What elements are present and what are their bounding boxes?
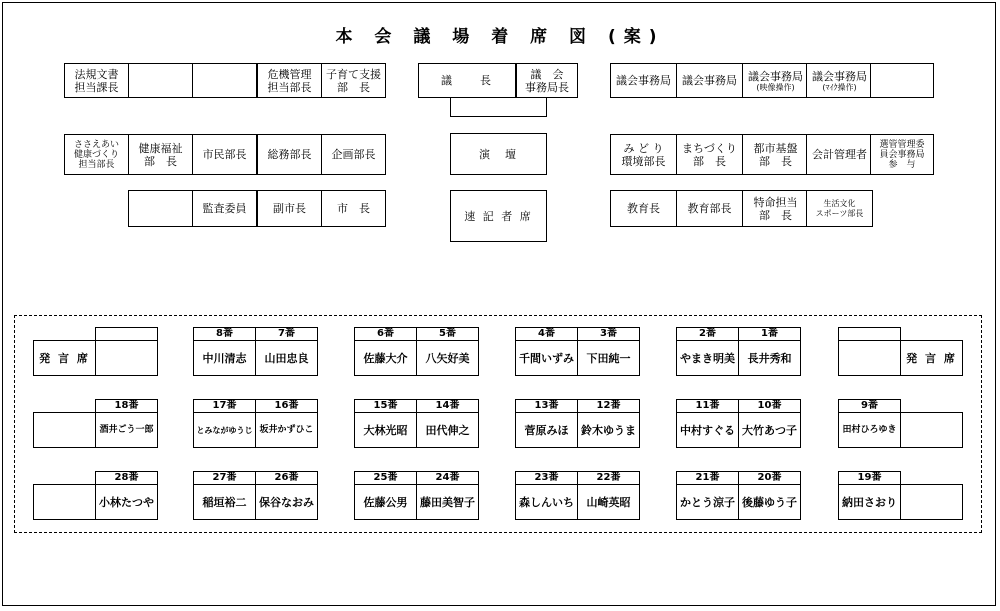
speaker-seat: 発 言 席 <box>33 340 96 376</box>
official-seat: 副市長 <box>257 190 322 227</box>
member-seat: 稲垣裕二 <box>193 484 256 520</box>
seat-number: 2番 <box>676 327 739 341</box>
official-seat: 企画部長 <box>321 134 386 175</box>
member-seat <box>900 412 963 448</box>
member-seat: 下田純一 <box>577 340 640 376</box>
official-seat <box>192 63 257 98</box>
seat-number: 8番 <box>193 327 256 341</box>
seat-number: 10番 <box>738 399 801 413</box>
official-seat: 都市基盤 部 長 <box>742 134 809 175</box>
seat-number: 19番 <box>838 471 901 485</box>
seat-number <box>838 327 901 341</box>
seat-number: 1番 <box>738 327 801 341</box>
member-seat: 大林光昭 <box>354 412 417 448</box>
seat-number: 15番 <box>354 399 417 413</box>
seat-number: 11番 <box>676 399 739 413</box>
secretary-seat: 議 会 事務局長 <box>516 63 578 98</box>
official-seat: 特命担当 部 長 <box>742 190 809 227</box>
staff-seat <box>676 63 743 98</box>
member-seat: 鈴木ゆうま <box>577 412 640 448</box>
official-seat: 教育部長 <box>676 190 743 227</box>
member-seat <box>95 340 158 376</box>
seat-number: 12番 <box>577 399 640 413</box>
official-seat: 総務部長 <box>257 134 322 175</box>
official-seat: 市 長 <box>321 190 386 227</box>
seat-number: 22番 <box>577 471 640 485</box>
member-seat: 佐藤公男 <box>354 484 417 520</box>
staff-seat <box>742 63 809 98</box>
official-seat: 危機管理 担当部長 <box>257 63 322 98</box>
member-seat: 山崎英昭 <box>577 484 640 520</box>
staff-seat <box>806 63 873 98</box>
seat-number: 4番 <box>515 327 578 341</box>
member-seat <box>33 412 96 448</box>
staff-seat-label: 議会事務局 <box>616 74 671 87</box>
member-seat: 保谷なおみ <box>255 484 318 520</box>
staff-seat-sub: (映像操作) <box>756 82 795 92</box>
seat-number: 14番 <box>416 399 479 413</box>
member-seat: 中村すぐる <box>676 412 739 448</box>
seat-number: 5番 <box>416 327 479 341</box>
seat-number: 20番 <box>738 471 801 485</box>
official-seat: 監査委員 <box>192 190 257 227</box>
member-seat: 納田さおり <box>838 484 901 520</box>
staff-seat <box>870 63 934 98</box>
official-seat: 健康福祉 部 長 <box>128 134 193 175</box>
member-seat: 菅原みほ <box>515 412 578 448</box>
seat-number: 6番 <box>354 327 417 341</box>
member-seat: 八矢好美 <box>416 340 479 376</box>
official-seat: ささえあい 健康づくり 担当部長 <box>64 134 129 175</box>
staff-seat-label: 議会事務局 <box>748 69 803 83</box>
member-seat: 小林たつや <box>95 484 158 520</box>
seat-number: 26番 <box>255 471 318 485</box>
member-seat: 中川清志 <box>193 340 256 376</box>
seat-number: 3番 <box>577 327 640 341</box>
podium: 演 壇 <box>450 133 547 175</box>
official-seat: 市民部長 <box>192 134 257 175</box>
member-seat: 大竹あつ子 <box>738 412 801 448</box>
member-seat: 藤田美智子 <box>416 484 479 520</box>
seat-number: 16番 <box>255 399 318 413</box>
member-seat: 山田忠良 <box>255 340 318 376</box>
seat-number: 13番 <box>515 399 578 413</box>
staff-seat-label: 議会事務局 <box>812 69 867 83</box>
member-seating-area <box>14 315 982 533</box>
official-seat: 法規文書 担当課長 <box>64 63 129 98</box>
official-seat: 選管管理委 員会事務局 参 与 <box>870 134 934 175</box>
stenographer-seat: 速 記 者 席 <box>450 190 547 242</box>
official-seat: 教育長 <box>610 190 677 227</box>
official-seat: まちづくり 部 長 <box>676 134 743 175</box>
seat-number: 28番 <box>95 471 158 485</box>
member-seat <box>33 484 96 520</box>
page-title: 本 会 議 場 着 席 図 (案) <box>335 27 665 47</box>
member-seat <box>838 340 901 376</box>
member-seat: 佐藤大介 <box>354 340 417 376</box>
member-seat: 酒井ごう一郎 <box>95 412 158 448</box>
staff-seat-sub: (ﾏｲｸ操作) <box>822 82 857 92</box>
speaker-seat: 発 言 席 <box>900 340 963 376</box>
seat-number: 25番 <box>354 471 417 485</box>
seat-number: 18番 <box>95 399 158 413</box>
official-seat: 子育て支援 部 長 <box>321 63 386 98</box>
member-seat: 田代伸之 <box>416 412 479 448</box>
official-seat: 会計管理者 <box>806 134 873 175</box>
chair-desk <box>450 97 547 117</box>
member-seat: 森しんいち <box>515 484 578 520</box>
seat-number: 24番 <box>416 471 479 485</box>
member-seat: 後藤ゆう子 <box>738 484 801 520</box>
member-seat: やまき明美 <box>676 340 739 376</box>
member-seat: とみながゆうじ <box>193 412 256 448</box>
seat-number: 17番 <box>193 399 256 413</box>
member-seat: 長井秀和 <box>738 340 801 376</box>
official-seat <box>128 190 193 227</box>
staff-seat-label: 議会事務局 <box>682 74 737 87</box>
seat-number: 9番 <box>838 399 901 413</box>
member-seat: 田村ひろゆき <box>838 412 901 448</box>
member-seat: 千間いずみ <box>515 340 578 376</box>
seat-number: 7番 <box>255 327 318 341</box>
member-seat: かとう涼子 <box>676 484 739 520</box>
seat-number: 21番 <box>676 471 739 485</box>
official-seat: 生活文化 スポーツ部長 <box>806 190 873 227</box>
seat-number: 27番 <box>193 471 256 485</box>
official-seat <box>128 63 193 98</box>
seat-number: 23番 <box>515 471 578 485</box>
official-seat: み ど り 環境部長 <box>610 134 677 175</box>
staff-seat <box>610 63 677 98</box>
member-seat: 坂井かずひこ <box>255 412 318 448</box>
seat-number <box>95 327 158 341</box>
chair-seat: 議 長 <box>418 63 516 98</box>
member-seat <box>900 484 963 520</box>
